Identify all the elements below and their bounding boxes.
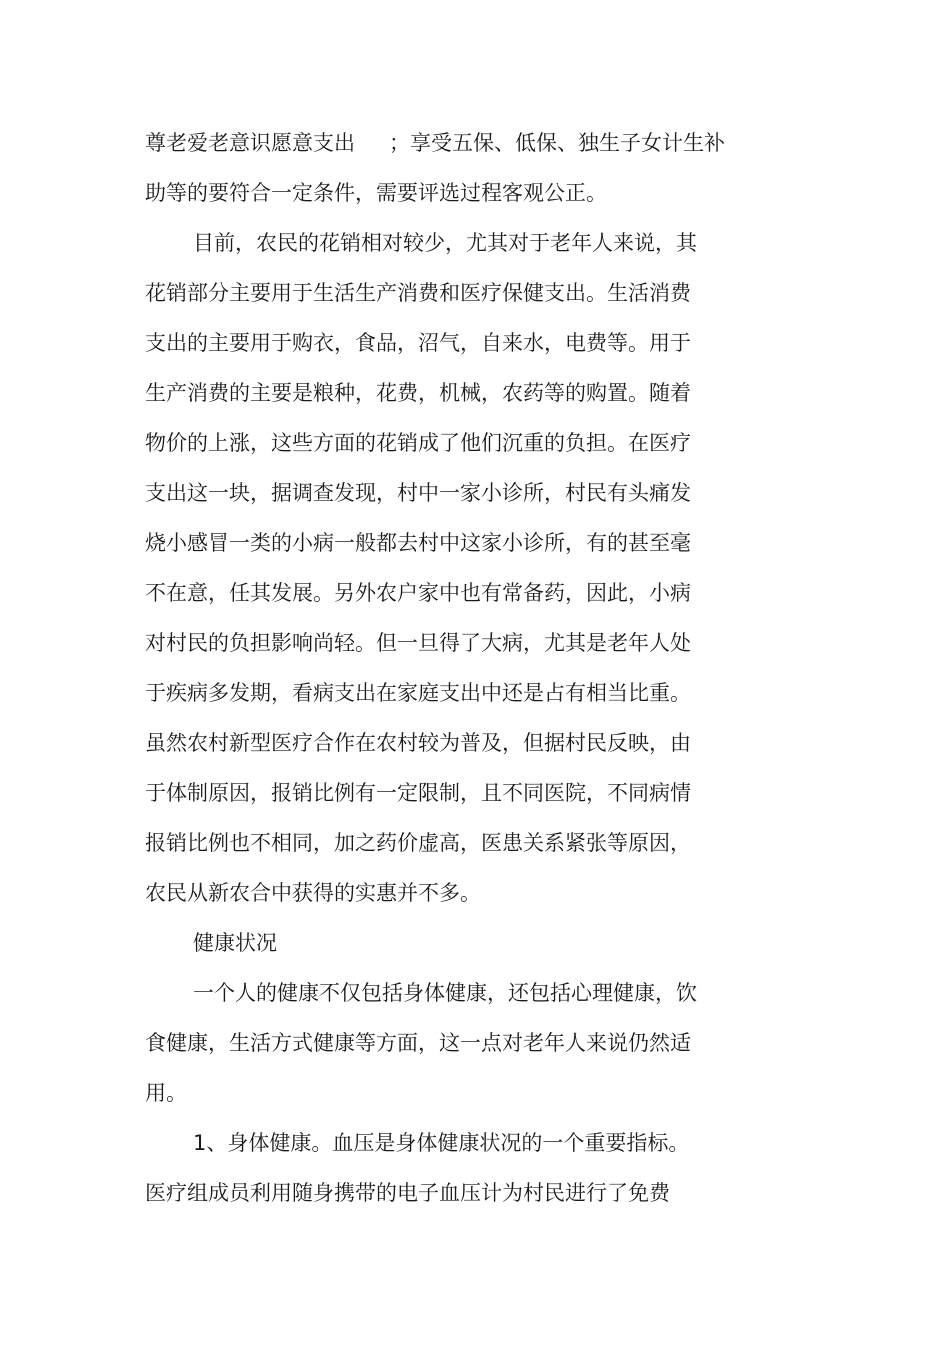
text-line: 助等的要符合一定条件，需要评选过程客观公正。	[145, 181, 607, 205]
text-line: 虽然农村新型医疗合作在农村较为普及，但据村民反映，由	[145, 731, 691, 755]
text-line: 目前，农民的花销相对较少，尤其对于老年人来说，其	[193, 231, 697, 255]
section-heading	[145, 918, 785, 968]
text-line: 医疗组成员利用随身携带的电子血压计为村民进行了免费	[145, 1181, 670, 1205]
text-line: 花销部分主要用于生活生产消费和医疗保健支出。生活消费	[145, 281, 691, 305]
text-line: 1、身体健康。血压是身体健康状况的一个重要指标。	[193, 1131, 690, 1155]
section-heading-text: 健康状况	[193, 931, 277, 955]
text-line: 对村民的负担影响尚轻。但一旦得了大病，尤其是老年人处	[145, 631, 691, 655]
text-line: 报销比例也不相同，加之药价虚高，医患关系紧张等原因，	[145, 831, 691, 855]
text-line: 烧小感冒一类的小病一般都去村中这家小诊所，有的甚至毫	[145, 531, 691, 555]
text-line: 于体制原因，报销比例有一定限制，且不同医院，不同病情	[145, 781, 691, 805]
body-text	[145, 118, 785, 1218]
text-line: 生产消费的主要是粮种，花费，机械，农药等的购置。随着	[145, 381, 691, 405]
text-line: 不在意，任其发展。另外农户家中也有常备药，因此，小病	[145, 581, 691, 605]
text-line: 支出这一块，据调查发现，村中一家小诊所，村民有头痛发	[145, 481, 691, 505]
text-line	[145, 118, 785, 168]
text-segment: 尊老爱老意识愿意支出	[145, 131, 355, 155]
text-line: 用。	[145, 1081, 187, 1105]
text-line: 于疾病多发期，看病支出在家庭支出中还是占有相当比重。	[145, 681, 691, 705]
paragraph-4	[145, 968, 785, 1118]
text-line: 农民从新农合中获得的实惠并不多。	[145, 881, 481, 905]
paragraph-2	[145, 218, 785, 918]
paragraph-1	[145, 118, 785, 218]
text-line: 食健康，生活方式健康等方面，这一点对老年人来说仍然适	[145, 1031, 691, 1055]
text-line: 一个人的健康不仅包括身体健康，还包括心理健康，饮	[193, 981, 697, 1005]
text-line: 支出的主要用于购衣，食品，沼气，自来水，电费等。用于	[145, 331, 691, 355]
text-line: 物价的上涨，这些方面的花销成了他们沉重的负担。在医疗	[145, 431, 691, 455]
paragraph-5	[145, 1118, 785, 1218]
text-segment: ；享受五保、低保、独生子女计生补	[389, 131, 725, 155]
